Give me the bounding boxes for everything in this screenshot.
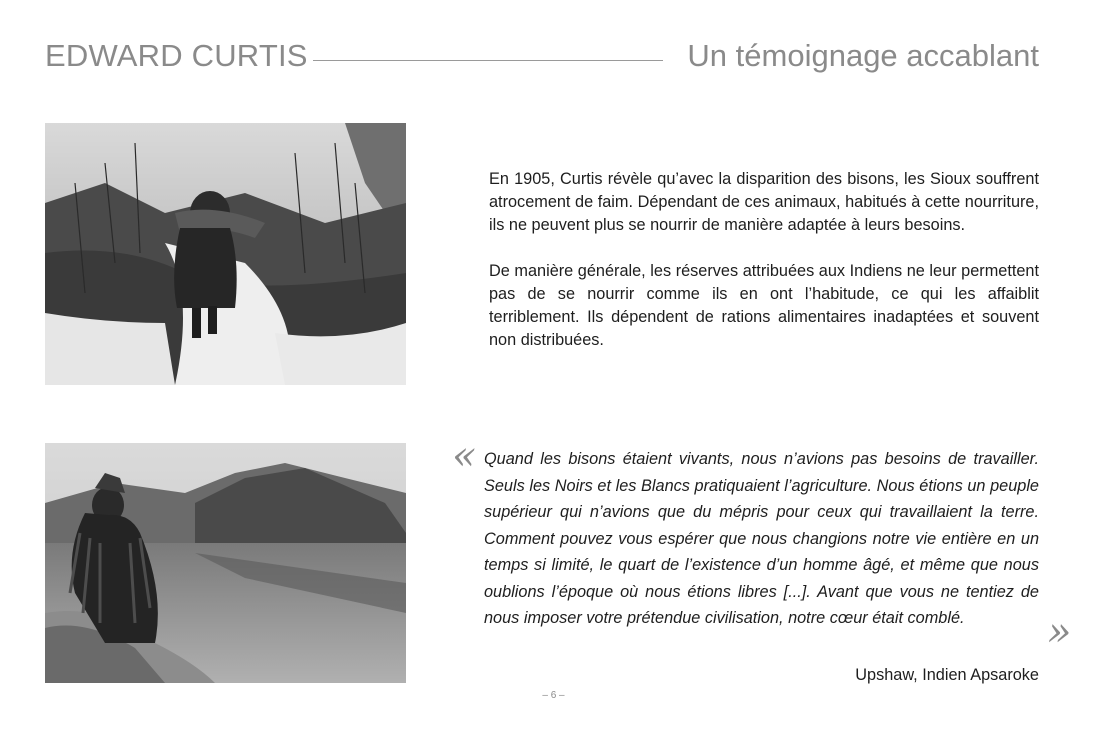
paragraph-famine: En 1905, Curtis révèle qu’avec la disparition des bisons, les Sioux souffrent atrocement de faim. Dépendant de ces animaux, habitués à cette nourriture, ils ne peuvent plus se nourrir de manière adaptée à leurs besoins.: [489, 170, 1039, 234]
quote-text: Quand les bisons étaient vivants, nous n’avions pas besoins de travailler. Seuls les Noirs et les Blancs pratiquaient l’agriculture. Nous étions un peuple supérieur qui n’avions que du mépris pour ceux qui travaillaient la terre. Comment pouvez vous espérer que nous changions notre vie entière en un temps si limité, le quart de l’existence d’un homme âgé, et même que nous oublions l’époque où nous étions libres [...]. Avant que vous ne tentiez de nous imposer votre prétendue civilisation, notre cœur était comblé.: [484, 450, 1039, 627]
quote-attribution: Upshaw, Indien Apsaroke: [855, 666, 1039, 684]
page-number: – 6 –: [542, 690, 565, 701]
paragraph-reserves: De manière générale, les réserves attribuées aux Indiens ne leur permettent pas de se nourrir comme ils en ont l’habitude, ce qui les affaiblit terriblement. Ils dépendent de rations alimentaires inadaptées et souvent non distribuées.: [489, 262, 1039, 349]
quote-open-mark: «: [452, 433, 477, 479]
header-divider: [313, 60, 663, 61]
photo-lake-warrior: [45, 443, 406, 683]
chapter-title: EDWARD CURTIS: [45, 38, 308, 73]
section-title: Un témoignage accablant: [687, 38, 1039, 73]
photo-snow-walker: [45, 123, 406, 385]
quote-close-mark: »: [1047, 609, 1072, 655]
